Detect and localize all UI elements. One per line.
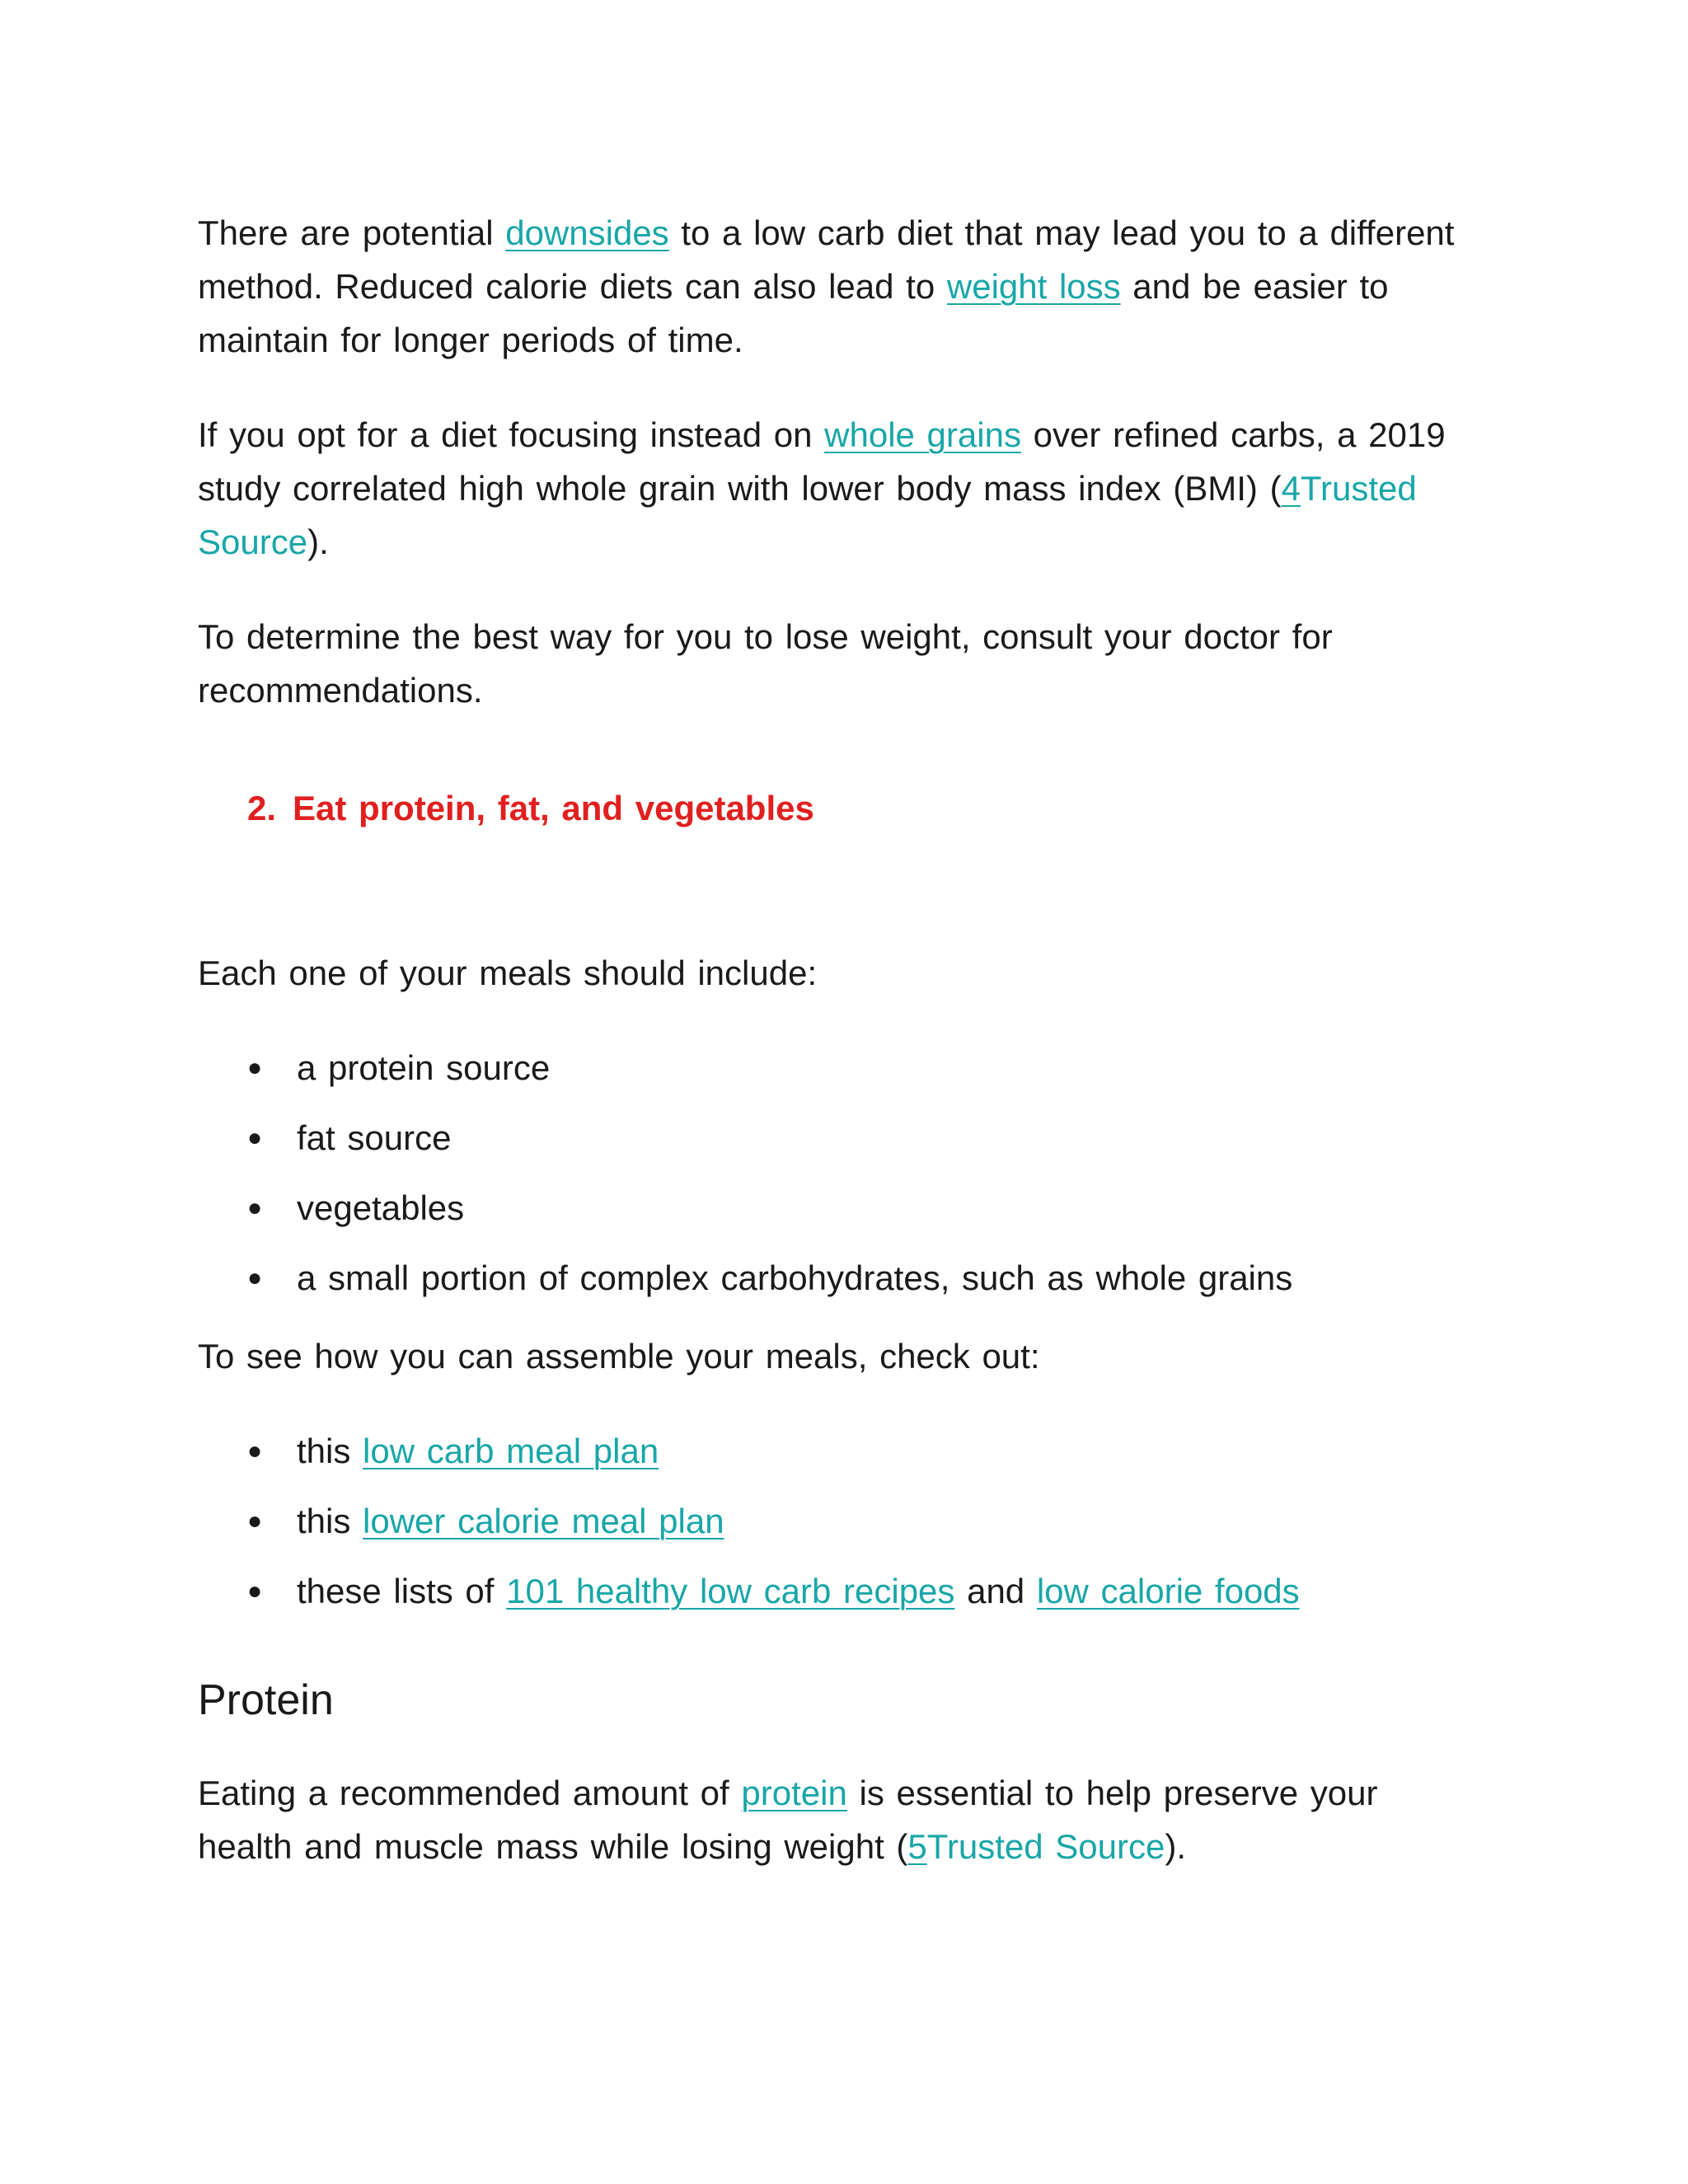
text: these lists of (297, 1572, 507, 1610)
assemble-intro: To see how you can assemble your meals, check out: (198, 1337, 1040, 1376)
source-number[interactable]: 4 (1281, 469, 1301, 508)
section-heading (247, 781, 1484, 835)
paragraph-whole-grains (198, 408, 1484, 569)
protein-heading: Protein (198, 1676, 334, 1724)
document-page (198, 206, 1484, 1873)
source-number[interactable]: 5 (907, 1827, 927, 1866)
list-item (198, 1494, 1484, 1548)
list-item (198, 1041, 1484, 1094)
resources-list (198, 1424, 1484, 1618)
paragraph-consult-doctor: To determine the best way for you to lose weight, consult your doctor for recommendations. (198, 617, 1333, 710)
list-item (198, 1111, 1484, 1165)
section-number: 2. (247, 789, 277, 827)
link-low-carb-recipes[interactable]: 101 healthy low carb recipes (506, 1572, 955, 1610)
bullet-icon: ● (247, 1577, 263, 1605)
text: ). (307, 523, 329, 561)
link-low-calorie-foods[interactable]: low calorie foods (1036, 1572, 1300, 1610)
text: and (954, 1572, 1037, 1610)
meals-list (198, 1041, 1484, 1305)
list-item-text: a small portion of complex carbohydrates, such as whole grains (297, 1258, 1293, 1297)
text: and be easier to maintain for longer periods of time. (198, 267, 1389, 359)
paragraph-protein (198, 1766, 1484, 1873)
source-label[interactable]: Trusted Source (926, 1827, 1165, 1866)
link-low-carb-meal-plan[interactable]: low carb meal plan (363, 1432, 659, 1470)
list-item (198, 1181, 1484, 1235)
link-weight-loss[interactable]: weight loss (946, 267, 1121, 306)
text: over refined carbs, a 2019 study correlated high whole grain with lower body mass index (BMI) ( (198, 415, 1446, 508)
list-item-text: vegetables (297, 1188, 465, 1227)
bullet-icon: ● (247, 1124, 263, 1151)
list-item (198, 1564, 1484, 1618)
text: to a low carb diet that may lead you to a different method. Reduced calorie diets can also lead to (198, 213, 1455, 306)
source-label[interactable]: Trusted Source (198, 469, 1417, 561)
list-item-text: a protein source (297, 1048, 551, 1087)
text: There are potential (198, 213, 506, 252)
text: ). (1165, 1827, 1187, 1866)
trusted-source-link[interactable] (907, 1827, 1165, 1866)
meals-intro: Each one of your meals should include: (198, 954, 818, 992)
link-protein[interactable]: protein (741, 1774, 847, 1812)
section-title: Eat protein, fat, and vegetables (293, 789, 814, 827)
list-item (198, 1424, 1484, 1478)
bullet-icon: ● (247, 1264, 263, 1291)
list-item (198, 1251, 1484, 1305)
bullet-icon: ● (247, 1054, 263, 1081)
bullet-icon: ● (247, 1437, 263, 1465)
link-lower-calorie-meal-plan[interactable]: lower calorie meal plan (363, 1502, 724, 1540)
text: Eating a recommended amount of (198, 1774, 742, 1812)
link-downsides[interactable]: downsides (505, 213, 669, 252)
paragraph-downsides (198, 206, 1484, 367)
list-item-text: fat source (297, 1118, 452, 1157)
bullet-icon: ● (247, 1507, 263, 1535)
text: If you opt for a diet focusing instead on (198, 415, 825, 454)
link-whole-grains[interactable]: whole grains (824, 415, 1021, 454)
text: is essential to help preserve your health and muscle mass while losing weight ( (198, 1774, 1378, 1866)
text: this (297, 1502, 363, 1540)
bullet-icon: ● (247, 1194, 263, 1221)
text: this (297, 1432, 363, 1470)
